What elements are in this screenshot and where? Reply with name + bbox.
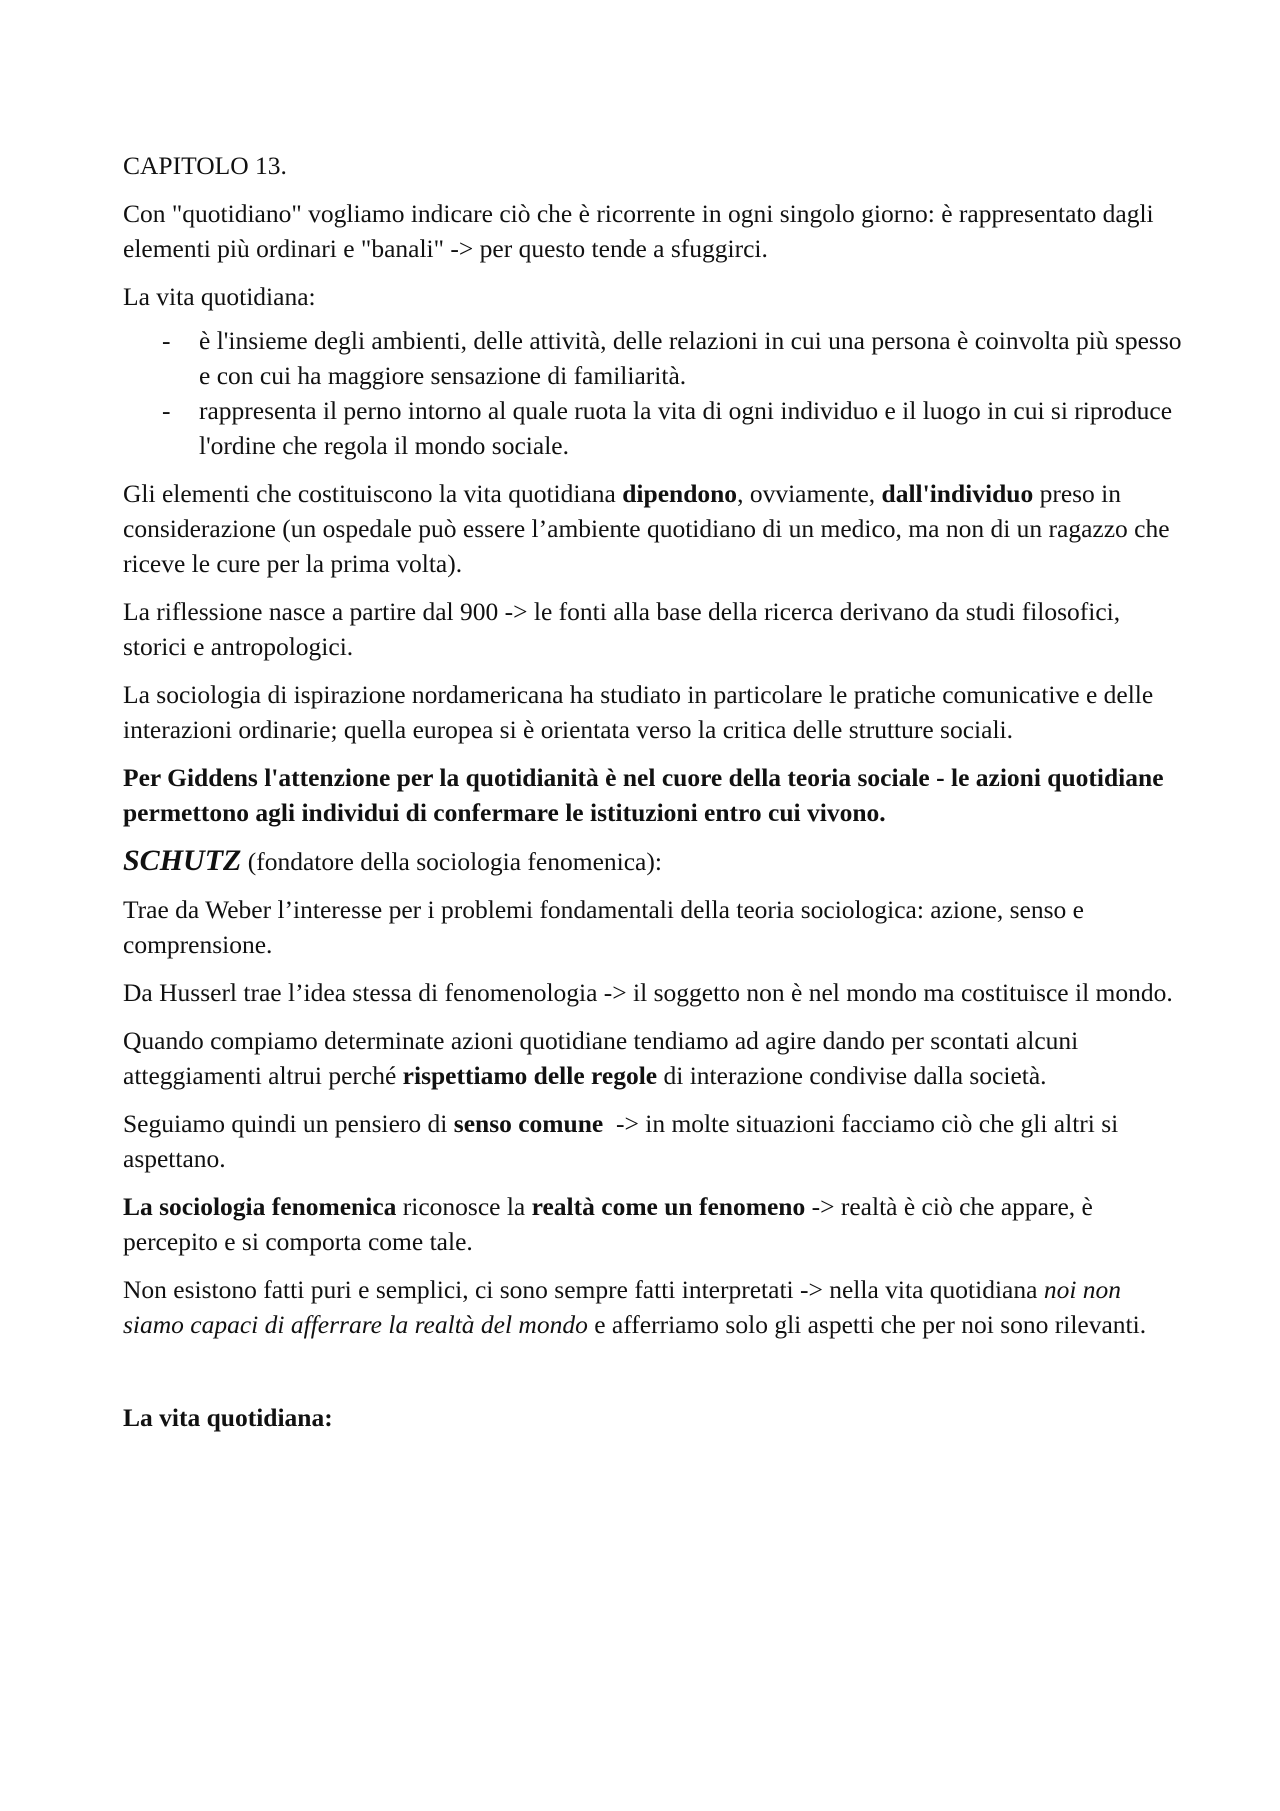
schutz-name: SCHUTZ (123, 844, 242, 877)
paragraph-elementi (123, 476, 1183, 581)
chapter-title: CAPITOLO 13. (123, 151, 287, 180)
list-item (123, 323, 1183, 393)
italic-run: noi non siamo capaci di afferrare la realtà del mondo (123, 1275, 1122, 1339)
bold-run: dall'individuo (881, 479, 1034, 508)
document-page (123, 148, 1183, 1448)
text-run: e afferriamo solo gli aspetti che per noi sono rilevanti. (587, 1310, 1147, 1339)
paragraph-weber: Trae da Weber l’interesse per i problemi fondamentali della teoria sociologica: azione, senso e comprensione. (123, 895, 1084, 959)
bold-run: dipendono (622, 479, 738, 508)
schutz-description: (fondatore della sociologia fenomenica): (241, 847, 662, 876)
text-run: preso in considerazione (un ospedale può essere l’ambiente quotidiano di un medico, ma non di un ragazzo che riceve le cure per la prima volta). (123, 479, 1170, 578)
section-heading-schutz (123, 843, 1183, 879)
text-run: Non esistono fatti puri e semplici, ci sono sempre fatti interpretati -> nella vita quotidiana (123, 1275, 1044, 1304)
list-dash: - (162, 326, 171, 355)
text-run: Seguiamo quindi un pensiero di (123, 1109, 454, 1138)
text-run: di interazione condivise dalla società. (657, 1061, 1047, 1090)
text-run: Gli elementi che costituiscono la vita quotidiana (123, 479, 623, 508)
paragraph-fatti-interpretati (123, 1272, 1183, 1342)
bold-run: senso comune (453, 1109, 604, 1138)
list-item-text: rappresenta il perno intorno al quale ruota la vita di ogni individuo e il luogo in cui si riproduce l'ordine che regola il mondo sociale. (199, 396, 1173, 460)
paragraph-husserl: Da Husserl trae l’idea stessa di fenomenologia -> il soggetto non è nel mondo ma costituisce il mondo. (123, 978, 1173, 1007)
dash-list (123, 323, 1183, 463)
bold-run: rispettiamo delle regole (402, 1061, 658, 1090)
paragraph-quotidiano-definition: Con "quotidiano" vogliamo indicare ciò che è ricorrente in ogni singolo giorno: è rappresentato dagli elementi più ordinari e "banali" -> per questo tende a sfuggirci. (123, 199, 1154, 263)
list-item-text: è l'insieme degli ambienti, delle attività, delle relazioni in cui una persona è coinvolta più spesso e con cui ha maggiore sensazione di familiarità. (199, 326, 1182, 390)
list-item (123, 393, 1183, 463)
paragraph-giddens (123, 760, 1183, 830)
text-run: -> in molte situazioni facciamo ciò che gli altri si aspettano. (123, 1109, 1125, 1173)
text-run: , ovviamente, (737, 479, 882, 508)
final-heading: La vita quotidiana: (123, 1403, 333, 1432)
bold-run: La sociologia fenomenica (123, 1192, 397, 1221)
bold-run: Per Giddens l'attenzione per la quotidianità è nel cuore della teoria sociale - le azioni quotidiane permettono agli individui di confermare le istituzioni entro cui vivono. (123, 763, 1164, 827)
text-run: riconosce la (396, 1192, 532, 1221)
text-run: Quando compiamo determinate azioni quotidiane tendiamo ad agire dando per scontati alcuni atteggiamenti altrui perché (123, 1026, 1079, 1090)
paragraph-riflessione: La riflessione nasce a partire dal 900 -> le fonti alla base della ricerca derivano da studi filosofici, storici e antropologici. (123, 597, 1121, 661)
paragraph-sociologia-fenomenica (123, 1189, 1183, 1259)
list-dash: - (162, 396, 171, 425)
paragraph-sociologia-nordamericana: La sociologia di ispirazione nordamericana ha studiato in particolare le pratiche comunicative e delle interazioni ordinarie; quella europea si è orientata verso la critica delle strutture sociali. (123, 680, 1154, 744)
text-run: -> realtà è ciò che appare, è percepito e si comporta come tale. (123, 1192, 1093, 1256)
paragraph-senso-comune (123, 1106, 1183, 1176)
bold-run: realtà come un fenomeno (531, 1192, 806, 1221)
paragraph-vita-quotidiana-intro: La vita quotidiana: (123, 282, 316, 311)
paragraph-azioni-quotidiane (123, 1023, 1183, 1093)
